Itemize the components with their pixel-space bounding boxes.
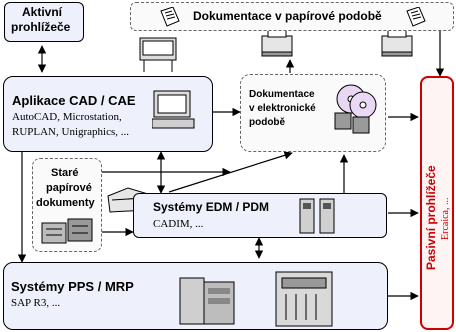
old-paper-box bbox=[32, 158, 102, 252]
old-paper-line2: papírové bbox=[46, 182, 92, 194]
old-paper-line3: dokumenty bbox=[36, 197, 95, 209]
paper-stack-icon bbox=[40, 217, 96, 247]
computer-icon bbox=[152, 89, 196, 131]
old-paper-line1: Staré bbox=[51, 167, 79, 179]
passive-box bbox=[420, 76, 454, 330]
printer-icon bbox=[382, 28, 412, 56]
passive-title: Pasivní prohlížeče bbox=[424, 165, 438, 270]
active-browsers-box bbox=[4, 2, 84, 42]
cad-title: Aplikace CAD / CAE bbox=[12, 93, 136, 108]
edm-sub: CADIM, ... bbox=[153, 218, 204, 230]
passive-sub: Ercaica, ... bbox=[440, 197, 451, 240]
pps-sub: SAP R3, ... bbox=[11, 297, 61, 309]
edocs-line1: Dokumentace bbox=[249, 89, 315, 100]
server-icon bbox=[298, 197, 338, 235]
document-pages-icon bbox=[405, 7, 427, 27]
printer-icon bbox=[262, 28, 292, 56]
cad-box bbox=[3, 76, 213, 152]
cd-disk-icon bbox=[333, 81, 381, 137]
edocs-box bbox=[240, 74, 386, 152]
edm-title: Systémy EDM / PDM bbox=[153, 200, 270, 214]
pps-box bbox=[3, 262, 388, 330]
document-pages-icon bbox=[159, 7, 181, 27]
edocs-line3: podobě bbox=[249, 117, 286, 128]
cad-line2: RUPLAN, Unigraphics, ... bbox=[12, 126, 130, 138]
cad-line1: AutoCAD, Microstation, bbox=[12, 111, 122, 123]
plotter-icon bbox=[140, 38, 176, 72]
pps-title: Systémy PPS / MRP bbox=[11, 279, 134, 294]
paper-docs-title: Dokumentace v papírové podobě bbox=[193, 9, 382, 23]
passive-labels bbox=[422, 74, 456, 328]
active-browsers-line2: prohlížeče bbox=[11, 20, 71, 34]
paper-docs-box bbox=[130, 2, 454, 31]
edm-box bbox=[133, 193, 387, 238]
mainframe-icon bbox=[176, 266, 372, 328]
active-browsers-line1: Aktivní bbox=[22, 5, 63, 19]
edocs-line2: v elektronické bbox=[249, 103, 316, 114]
